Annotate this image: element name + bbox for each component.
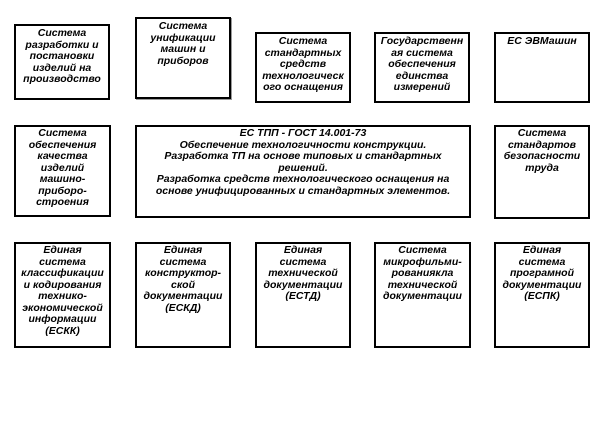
box-line: Государственн: [380, 35, 464, 47]
box-line: экономической: [22, 301, 103, 314]
box-es-tpp-gost: [135, 125, 471, 218]
box-line: система: [39, 255, 86, 268]
box-line: технической: [268, 267, 338, 279]
box-line: Система: [37, 27, 87, 39]
box-line: микрофильми-: [383, 255, 462, 268]
box-line: Единая: [163, 244, 203, 256]
box-line: система: [518, 255, 566, 268]
box-line: Система: [158, 20, 208, 32]
box-line: безопасности: [503, 150, 581, 162]
box-escc: [14, 242, 111, 348]
box-line: ской: [171, 278, 195, 291]
box-line: разработки и: [25, 38, 99, 51]
box-system-standard-tooling: [255, 32, 351, 103]
box-line: документации: [502, 278, 582, 291]
box-line: технологическ: [262, 69, 344, 82]
center-title: ЕС ТПП - ГОСТ 14.001-73: [239, 127, 367, 139]
box-line: ая система: [391, 46, 453, 59]
box-line: изделий: [40, 161, 85, 174]
box-line: труда: [525, 161, 559, 174]
box-line: машино-: [39, 173, 86, 185]
box-line: Система: [38, 127, 87, 139]
box-line: стандартов: [507, 138, 577, 151]
box-line: обеспечения: [28, 138, 97, 151]
box-line: (ЕСКД): [165, 301, 201, 314]
box-line: ЕС ЭВМашин: [507, 35, 577, 47]
box-line: стандартных: [264, 46, 342, 59]
box-line: документации: [143, 290, 223, 302]
box-line: ого оснащения: [263, 81, 343, 93]
box-system-development-production: [14, 24, 110, 100]
box-line: документации: [383, 290, 462, 302]
box-line: документации: [263, 278, 343, 291]
box-system-unification: [135, 17, 231, 99]
box-microfilming-system: [374, 242, 471, 348]
box-line: измерений: [393, 81, 451, 93]
box-estd: [255, 242, 351, 348]
box-line: технической: [387, 278, 458, 291]
box-line: классификации: [21, 267, 104, 279]
box-line: технико-: [38, 290, 87, 302]
box-line: приборов: [157, 54, 209, 67]
box-line: приборо-: [38, 184, 87, 197]
box-quality-assurance-system: [14, 125, 111, 217]
box-line: Единая: [522, 244, 562, 256]
box-line: програмной: [509, 267, 575, 279]
box-line: система: [159, 255, 207, 268]
center-line: решений.: [278, 161, 328, 174]
box-line: машин и: [160, 43, 206, 55]
box-line: унификации: [150, 31, 216, 44]
box-line: строения: [36, 196, 89, 208]
box-line: информации: [28, 313, 97, 325]
box-line: конструктор-: [144, 267, 222, 279]
box-line: Единая: [43, 244, 82, 256]
box-line: изделий на: [32, 61, 92, 74]
center-line: Разработка средств технологического оснащения на: [156, 173, 450, 185]
box-line: рованиякла: [391, 267, 454, 279]
box-line: (ЕСПК): [524, 290, 560, 302]
box-eskd: [135, 242, 231, 348]
box-line: производство: [23, 73, 101, 85]
box-line: постановки: [29, 50, 95, 62]
box-line: система: [279, 255, 327, 268]
box-line: средств: [279, 58, 327, 70]
box-line: качества: [37, 150, 88, 162]
box-line: Система: [398, 244, 447, 256]
center-line: основе унифицированных и стандартных элементов.: [155, 184, 451, 197]
center-line: Обеспечение технологичности конструкции.: [179, 138, 427, 151]
box-line: единства: [395, 69, 449, 82]
center-line: Разработка ТП на основе типовых и стандартных: [164, 150, 442, 162]
box-es-evm: [494, 32, 590, 103]
box-line: (ЕСКК): [45, 324, 80, 337]
box-state-measurement-system: [374, 32, 470, 103]
box-line: обеспечения: [388, 58, 456, 70]
box-line: (ЕСТД): [285, 290, 321, 302]
box-line: Система: [517, 127, 567, 139]
box-line: и кодирования: [23, 278, 102, 291]
box-labor-safety-standards: [494, 125, 590, 219]
box-line: Система: [278, 35, 328, 47]
box-line: Единая: [283, 244, 323, 256]
box-espk: [494, 242, 590, 348]
